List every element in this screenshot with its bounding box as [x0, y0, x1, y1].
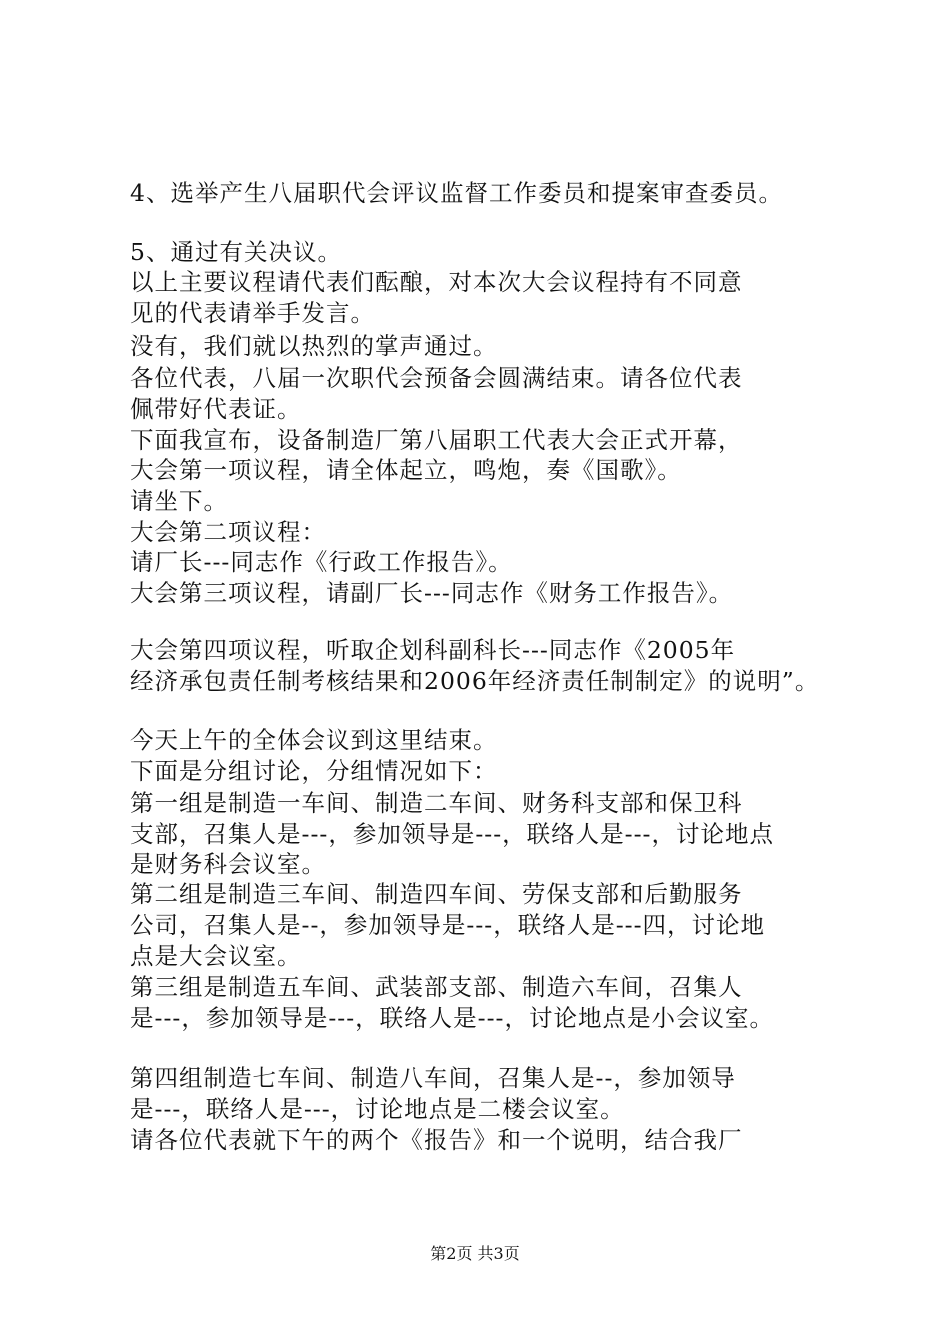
text-line: 以上主要议程请代表们酝酿，对本次大会议程持有不同意 [130, 268, 743, 296]
text-line: 见的代表请举手发言。 [130, 299, 375, 327]
text-line: 5、通过有关决议。 [130, 238, 342, 266]
text-line: 今天上午的全体会议到这里结束。 [130, 726, 498, 754]
text-line: 大会第一项议程，请全体起立，鸣炮，奏《国歌》。 [130, 456, 682, 484]
text-line: 公司，召集人是--，参加领导是---，联络人是---四，讨论地 [130, 911, 766, 939]
text-line: 下面我宣布，设备制造厂第八届职工代表大会正式开幕， [130, 426, 743, 454]
text-line: 点是大会议室。 [130, 942, 302, 970]
text-line: 经济承包责任制考核结果和2006年经济责任制制定》的说明”。 [130, 667, 820, 695]
text-line: 第二组是制造三车间、制造四车间、劳保支部和后勤服务 [130, 880, 743, 908]
text-line: 佩带好代表证。 [130, 395, 302, 423]
text-line: 下面是分组讨论，分组情况如下： [130, 757, 498, 785]
text-line: 大会第二项议程： [130, 518, 326, 546]
text-line: 大会第四项议程，听取企划科副科长---同志作《2005年 [130, 636, 736, 664]
text-line: 第四组制造七车间、制造八车间，召集人是--，参加领导 [130, 1064, 736, 1092]
text-line: 是---，联络人是---，讨论地点是二楼会议室。 [130, 1095, 625, 1123]
page-footer: 第2页 共3页 [430, 1244, 520, 1263]
text-line: 是财务科会议室。 [130, 850, 326, 878]
text-line: 各位代表，八届一次职代会预备会圆满结束。请各位代表 [130, 364, 743, 392]
text-line: 请坐下。 [130, 487, 228, 515]
text-line: 请各位代表就下午的两个《报告》和一个说明，结合我厂 [130, 1126, 743, 1154]
text-line: 大会第三项议程，请副厂长---同志作《财务工作报告》。 [130, 579, 734, 607]
text-line: 4、选举产生八届职代会评议监督工作委员和提案审查委员。 [130, 179, 783, 207]
text-line: 是---，参加领导是---，联络人是---，讨论地点是小会议室。 [130, 1004, 774, 1032]
text-line: 第一组是制造一车间、制造二车间、财务科支部和保卫科 [130, 789, 743, 817]
text-line: 请厂长---同志作《行政工作报告》。 [130, 548, 513, 576]
text-line: 支部，召集人是---，参加领导是---，联络人是---，讨论地点 [130, 820, 774, 848]
text-line: 第三组是制造五车间、武装部支部、制造六车间，召集人 [130, 973, 743, 1001]
text-line: 没有，我们就以热烈的掌声通过。 [130, 332, 498, 360]
